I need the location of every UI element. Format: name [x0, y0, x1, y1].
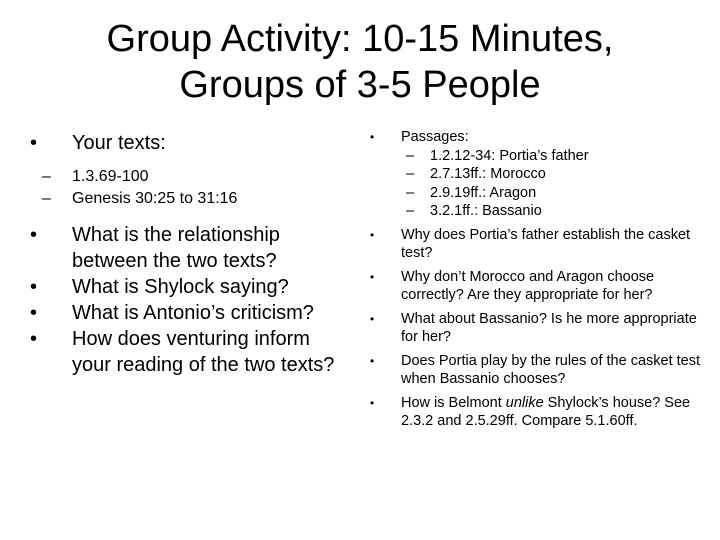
passage-item: – 2.7.13ff.: Morocco [406, 166, 546, 182]
bullet-icon: • [370, 130, 375, 144]
dash-icon: – [42, 190, 51, 207]
bullet-icon: • [30, 132, 38, 154]
dash-icon: – [406, 166, 415, 182]
title-line-2: Groups of 3-5 People [179, 64, 541, 106]
question-item: • How does venturing inform your reading of the two texts? [30, 328, 335, 376]
question-text: How is Belmont unlike Shylock’s house? See 2.3.2 and 2.5.29ff. Compare 5.1.60ff. [401, 394, 691, 429]
text-item: – 1.3.69-100 [30, 166, 350, 188]
right-column [370, 128, 710, 431]
passages-bullet [370, 128, 710, 147]
left-column [30, 130, 350, 378]
bullet-icon: • [370, 353, 375, 368]
passage-item: – 1.2.12-34: Portia’s father [406, 147, 589, 164]
bullet-icon: • [30, 276, 38, 298]
bullet-icon: • [30, 224, 38, 246]
question-item: • What is the relationship between the two texts? [30, 224, 280, 272]
bullet-icon: • [30, 302, 38, 324]
dash-icon: – [406, 147, 415, 164]
dash-icon: – [42, 168, 51, 185]
bullet-icon: • [370, 395, 375, 410]
texts-list [30, 166, 350, 210]
passage-item: – 2.9.19ff.: Aragon [406, 184, 537, 201]
bullet-icon: • [370, 269, 375, 284]
texts-bullet [30, 130, 350, 156]
texts-label: Your texts: [72, 132, 166, 154]
question-item: • What is Shylock saying? [30, 276, 289, 298]
bullet-icon: • [370, 311, 375, 326]
slide-title [0, 16, 720, 108]
title-line-1: Group Activity: 10-15 Minutes, [106, 18, 614, 60]
question-item: • Why don’t Morocco and Aragon choose correctly? Are they appropriate for her? [370, 268, 655, 303]
bullet-icon: • [370, 227, 375, 242]
question-item: • What about Bassanio? Is he more appropriate for her? [370, 310, 697, 345]
question-item: • Why does Portia’s father establish the casket test? [370, 226, 691, 261]
question-item: • Does Portia play by the rules of the casket test when Bassanio chooses? [370, 352, 701, 387]
dash-icon: – [406, 203, 415, 219]
question-item: • What is Antonio’s criticism? [30, 302, 314, 324]
bullet-icon: • [30, 328, 38, 350]
text-item: – Genesis 30:25 to 31:16 [30, 188, 350, 210]
question-item [370, 394, 710, 431]
passages-label: Passages: [401, 129, 469, 145]
dash-icon: – [406, 184, 415, 201]
passage-item: – 3.2.1ff.: Bassanio [406, 203, 542, 219]
